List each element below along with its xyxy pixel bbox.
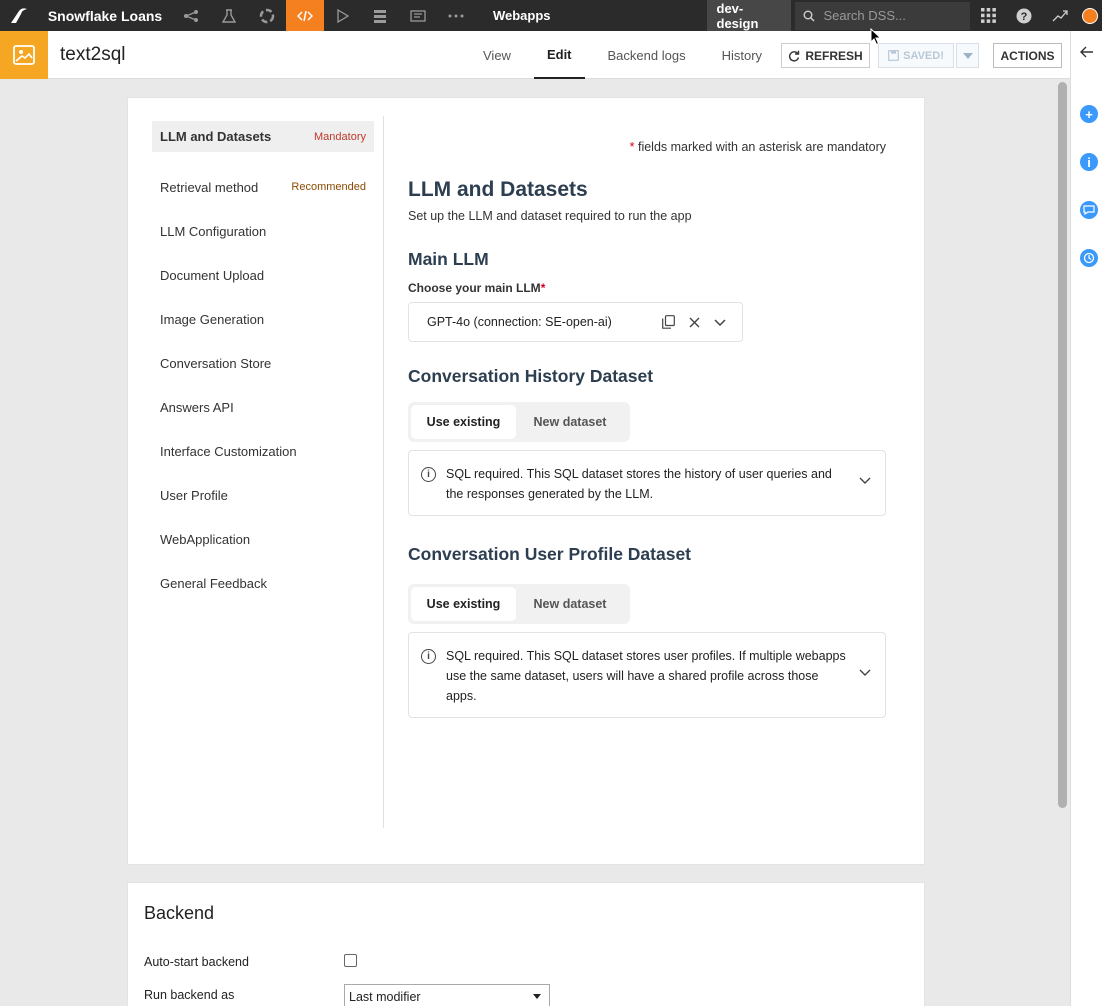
sidenav-item-document-upload[interactable]: Document Upload	[160, 267, 265, 283]
refresh-button[interactable]	[781, 43, 870, 68]
run-as-value: Last modifier	[349, 990, 421, 1004]
more-icon[interactable]	[437, 0, 475, 31]
required-asterisk: *	[540, 281, 546, 295]
history-dataset-toggle	[408, 402, 630, 442]
environment-badge[interactable]: dev-design	[707, 0, 792, 31]
copy-icon[interactable]	[662, 315, 675, 329]
search-icon	[803, 10, 815, 22]
user-avatar[interactable]	[1078, 0, 1102, 31]
sidenav-item-interface-customization[interactable]: Interface Customization	[160, 443, 297, 459]
stack-icon[interactable]	[361, 0, 399, 31]
sidenav-item-label: Retrieval method	[160, 179, 259, 195]
asterisk: *	[629, 140, 635, 154]
deploy-icon[interactable]	[248, 0, 286, 31]
refresh-label: REFRESH	[805, 48, 863, 63]
profile-info-text: SQL required. This SQL dataset stores user profiles. If multiple webapps use the same dataset, users will have a shared profile across those apps.	[446, 649, 846, 703]
project-name[interactable]: Snowflake Loans	[47, 7, 163, 24]
recommended-tag: Recommended	[291, 181, 366, 193]
dashboard-icon[interactable]	[399, 0, 437, 31]
main-llm-value: GPT-4o (connection: SE-open-ai)	[427, 315, 612, 329]
run-icon[interactable]	[324, 0, 362, 31]
section-label[interactable]: Webapps	[492, 8, 551, 23]
sidenav-item-llm-configuration[interactable]: LLM Configuration	[160, 223, 267, 239]
caret-down-icon	[533, 994, 541, 999]
sidenav-item-webapplication[interactable]: WebApplication	[160, 531, 251, 547]
mandatory-note-text: fields marked with an asterisk are mandatory	[634, 140, 886, 154]
saved-button[interactable]	[878, 43, 954, 68]
profile-dataset-toggle	[408, 584, 630, 624]
sidenav-item-llm-and-datasets[interactable]	[152, 121, 374, 152]
top-navbar	[0, 0, 1102, 31]
apps-grid-icon[interactable]	[970, 0, 1006, 31]
profile-dataset-info[interactable]	[408, 632, 886, 718]
sidenav-item-retrieval-method[interactable]	[152, 165, 374, 209]
flow-icon[interactable]	[172, 0, 210, 31]
profile-new-dataset-option[interactable]: New dataset	[533, 597, 607, 611]
saved-label: SAVED!	[903, 49, 944, 62]
backend-card	[127, 882, 925, 1006]
caret-down-icon	[963, 53, 973, 59]
tab-view[interactable]: View	[483, 47, 511, 63]
tab-edit[interactable]: Edit	[534, 31, 585, 79]
vertical-divider	[383, 116, 384, 828]
save-options-button[interactable]	[956, 43, 979, 68]
mandatory-tag: Mandatory	[314, 130, 366, 143]
svg-text:?: ?	[1020, 10, 1028, 23]
trend-icon[interactable]	[1042, 0, 1078, 31]
timeline-icon[interactable]	[1080, 249, 1098, 267]
profile-use-existing-option[interactable]: Use existing	[411, 587, 516, 621]
info-circle-icon: i	[421, 467, 436, 482]
backend-title: Backend	[144, 903, 215, 923]
history-use-existing-option[interactable]: Use existing	[411, 405, 516, 439]
help-icon[interactable]	[1006, 0, 1042, 31]
autostart-checkbox[interactable]	[344, 954, 357, 967]
right-rail	[1070, 31, 1102, 1006]
tab-history[interactable]: History	[721, 47, 763, 63]
scrollbar-thumb[interactable]	[1058, 82, 1067, 808]
history-dataset-heading: Conversation History Dataset	[408, 366, 654, 386]
section-subtitle: Set up the LLM and dataset required to run the app	[408, 209, 692, 223]
actions-button[interactable]: ACTIONS	[993, 43, 1062, 68]
chevron-down-icon[interactable]	[714, 319, 726, 326]
discussions-icon[interactable]	[1080, 201, 1098, 219]
tab-backend-logs[interactable]: Backend logs	[607, 47, 686, 63]
sidenav-item-user-profile[interactable]: User Profile	[160, 487, 228, 503]
main-llm-label-text: Choose your main LLM	[408, 281, 541, 295]
sidenav-item-image-generation[interactable]: Image Generation	[160, 311, 265, 327]
settings-card	[127, 97, 925, 865]
run-as-label: Run backend as	[144, 988, 235, 1002]
profile-dataset-heading: Conversation User Profile Dataset	[408, 544, 692, 564]
main-llm-heading: Main LLM	[408, 249, 489, 269]
info-icon[interactable]: i	[1080, 153, 1098, 171]
sidenav-item-answers-api[interactable]: Answers API	[160, 399, 234, 415]
main-llm-label	[408, 281, 545, 295]
collapse-arrow-icon[interactable]	[1071, 45, 1102, 63]
add-icon[interactable]: +	[1080, 105, 1098, 123]
history-new-dataset-option[interactable]: New dataset	[533, 415, 607, 429]
dataiku-logo-icon[interactable]	[0, 0, 38, 31]
chevron-down-icon[interactable]	[859, 669, 871, 676]
history-info-text: SQL required. This SQL dataset stores the history of user queries and the responses generated by the LLM.	[446, 467, 832, 501]
run-as-select[interactable]	[344, 984, 550, 1006]
refresh-icon	[788, 50, 800, 62]
lab-icon[interactable]	[210, 0, 248, 31]
page-title: text2sql	[60, 43, 126, 65]
clear-icon[interactable]	[689, 317, 700, 328]
save-icon	[888, 50, 899, 61]
main-llm-select[interactable]	[408, 302, 743, 342]
section-title: LLM and Datasets	[408, 178, 588, 201]
code-icon[interactable]	[286, 0, 324, 31]
chevron-down-icon[interactable]	[859, 477, 871, 484]
info-circle-icon: i	[421, 649, 436, 664]
object-header	[0, 31, 1070, 79]
tab-bar	[470, 31, 785, 79]
search-box[interactable]	[795, 2, 970, 30]
autostart-label: Auto-start backend	[144, 955, 249, 969]
mandatory-note	[630, 140, 886, 154]
sidenav-item-label: LLM and Datasets	[160, 129, 272, 144]
search-input[interactable]: Search DSS...	[823, 8, 906, 23]
mouse-cursor-icon	[870, 28, 882, 46]
sidenav-item-conversation-store[interactable]: Conversation Store	[160, 355, 272, 371]
settings-sidenav	[152, 121, 374, 605]
webapp-image-icon	[0, 31, 48, 79]
history-dataset-info[interactable]	[408, 450, 886, 516]
sidenav-item-general-feedback[interactable]: General Feedback	[160, 575, 267, 591]
